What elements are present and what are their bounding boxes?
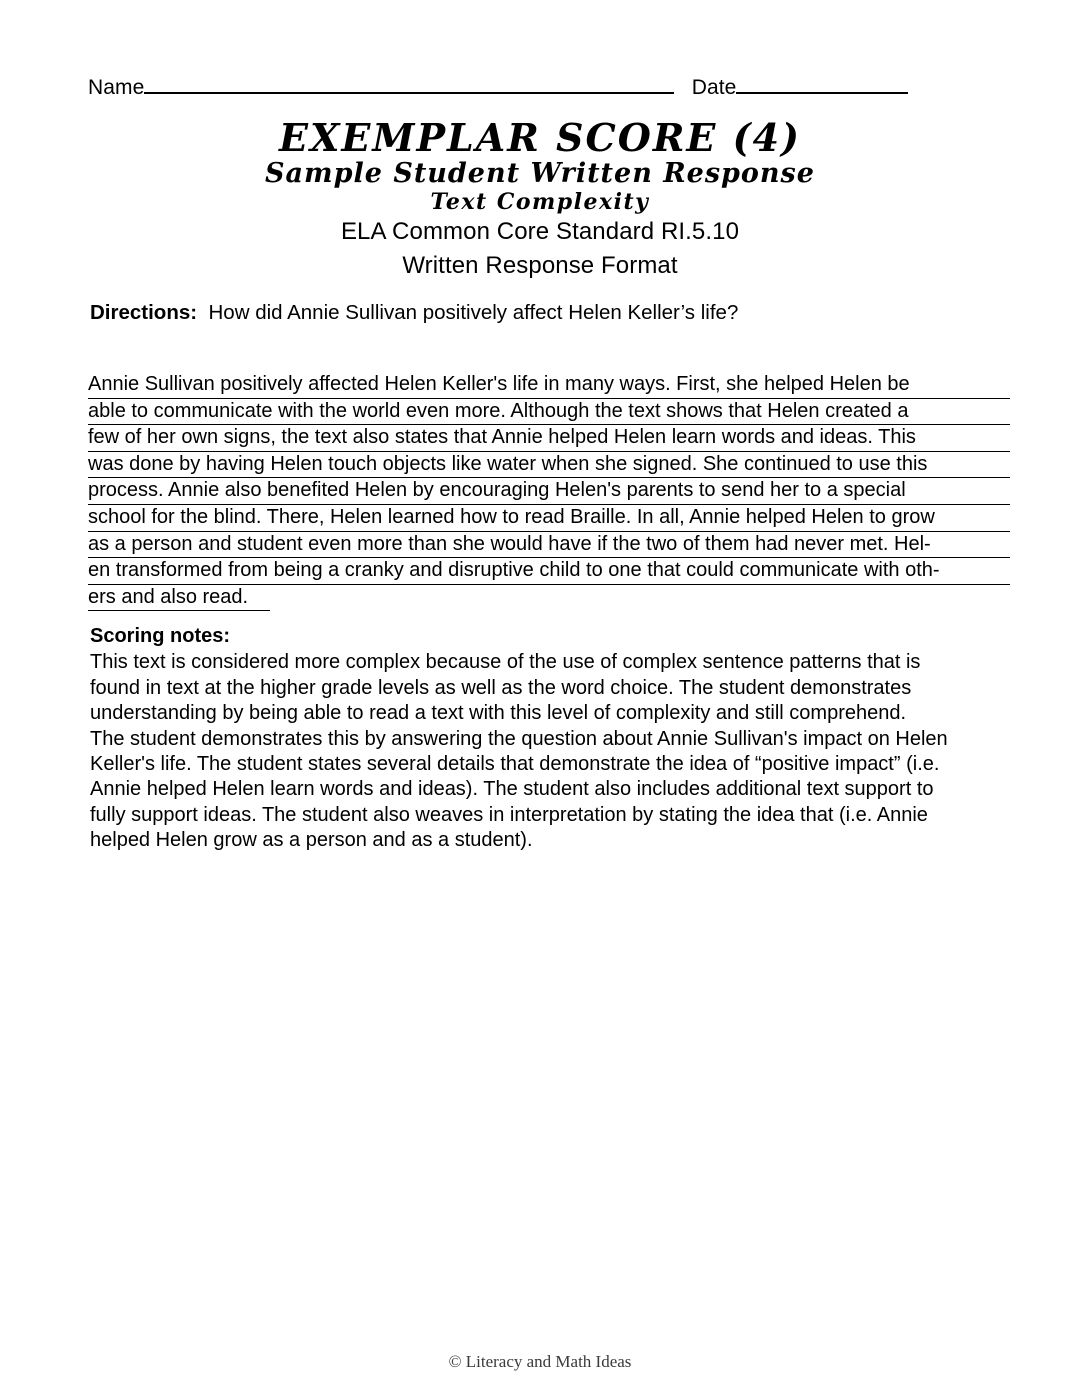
scoring-line: The student demonstrates this by answering the question about Annie Sullivan's impact on Helen [90, 727, 948, 750]
title-block [0, 115, 1080, 280]
title-format: Written Response Format [402, 251, 678, 279]
directions-label: Directions: [90, 301, 198, 324]
name-input-line[interactable] [144, 78, 673, 94]
directions-prompt: How did Annie Sullivan positively affect Helen Keller’s life? [208, 301, 739, 324]
response-line: ers and also read. [88, 585, 270, 612]
scoring-line: This text is considered more complex because of the use of complex sentence patterns that is [90, 651, 921, 674]
directions [90, 300, 990, 327]
name-label: Name [88, 76, 145, 99]
response-line: as a person and student even more than she would have if the two of them had never met. Hel- [88, 532, 1010, 559]
response-line: able to communicate with the world even more. Although the text shows that Helen created a [88, 399, 1010, 426]
date-label: Date [691, 76, 737, 99]
response-line: was done by having Helen touch objects like water when she signed. She continued to use this [88, 452, 1010, 479]
response-line: few of her own signs, the text also states that Annie helped Helen learn words and ideas. This [88, 425, 1010, 452]
response-line: school for the blind. There, Helen learned how to read Braille. In all, Annie helped Helen to grow [88, 505, 1010, 532]
date-input-line[interactable] [736, 78, 908, 94]
student-response [88, 372, 1010, 611]
scoring-line: Keller's life. The student states several details that demonstrate the idea of “positive impact” (i.e. [90, 753, 940, 776]
name-date-row [88, 76, 908, 100]
scoring-line: helped Helen grow as a person and as a student). [90, 829, 533, 852]
scoring-line: fully support ideas. The student also weaves in interpretation by stating the idea that (i.e. Annie [90, 803, 928, 826]
title-exemplar-score: EXEMPLAR SCORE (4) [278, 115, 802, 160]
title-sample-student-written-response: Sample Student Written Response [265, 157, 815, 189]
response-line: process. Annie also benefited Helen by encouraging Helen's parents to send her to a special [88, 478, 1010, 505]
scoring-line: Annie helped Helen learn words and ideas). The student also includes additional text support to [90, 778, 934, 801]
title-text-complexity: Text Complexity [430, 188, 650, 215]
title-standard: ELA Common Core Standard RI.5.10 [340, 218, 740, 246]
scoring-notes-body [90, 650, 995, 853]
footer-copyright: © Literacy and Math Ideas [448, 1352, 632, 1371]
scoring-line: found in text at the higher grade levels as well as the word choice. The student demonstrates [90, 676, 912, 699]
response-line: en transformed from being a cranky and disruptive child to one that could communicate with oth- [88, 558, 1010, 585]
scoring-line: understanding by being able to read a text with this level of complexity and still comprehend. [90, 702, 907, 725]
scoring-notes-title: Scoring notes: [90, 625, 231, 647]
response-line: Annie Sullivan positively affected Helen Keller's life in many ways. First, she helped Helen be [88, 372, 1010, 399]
scoring-notes [90, 624, 995, 854]
